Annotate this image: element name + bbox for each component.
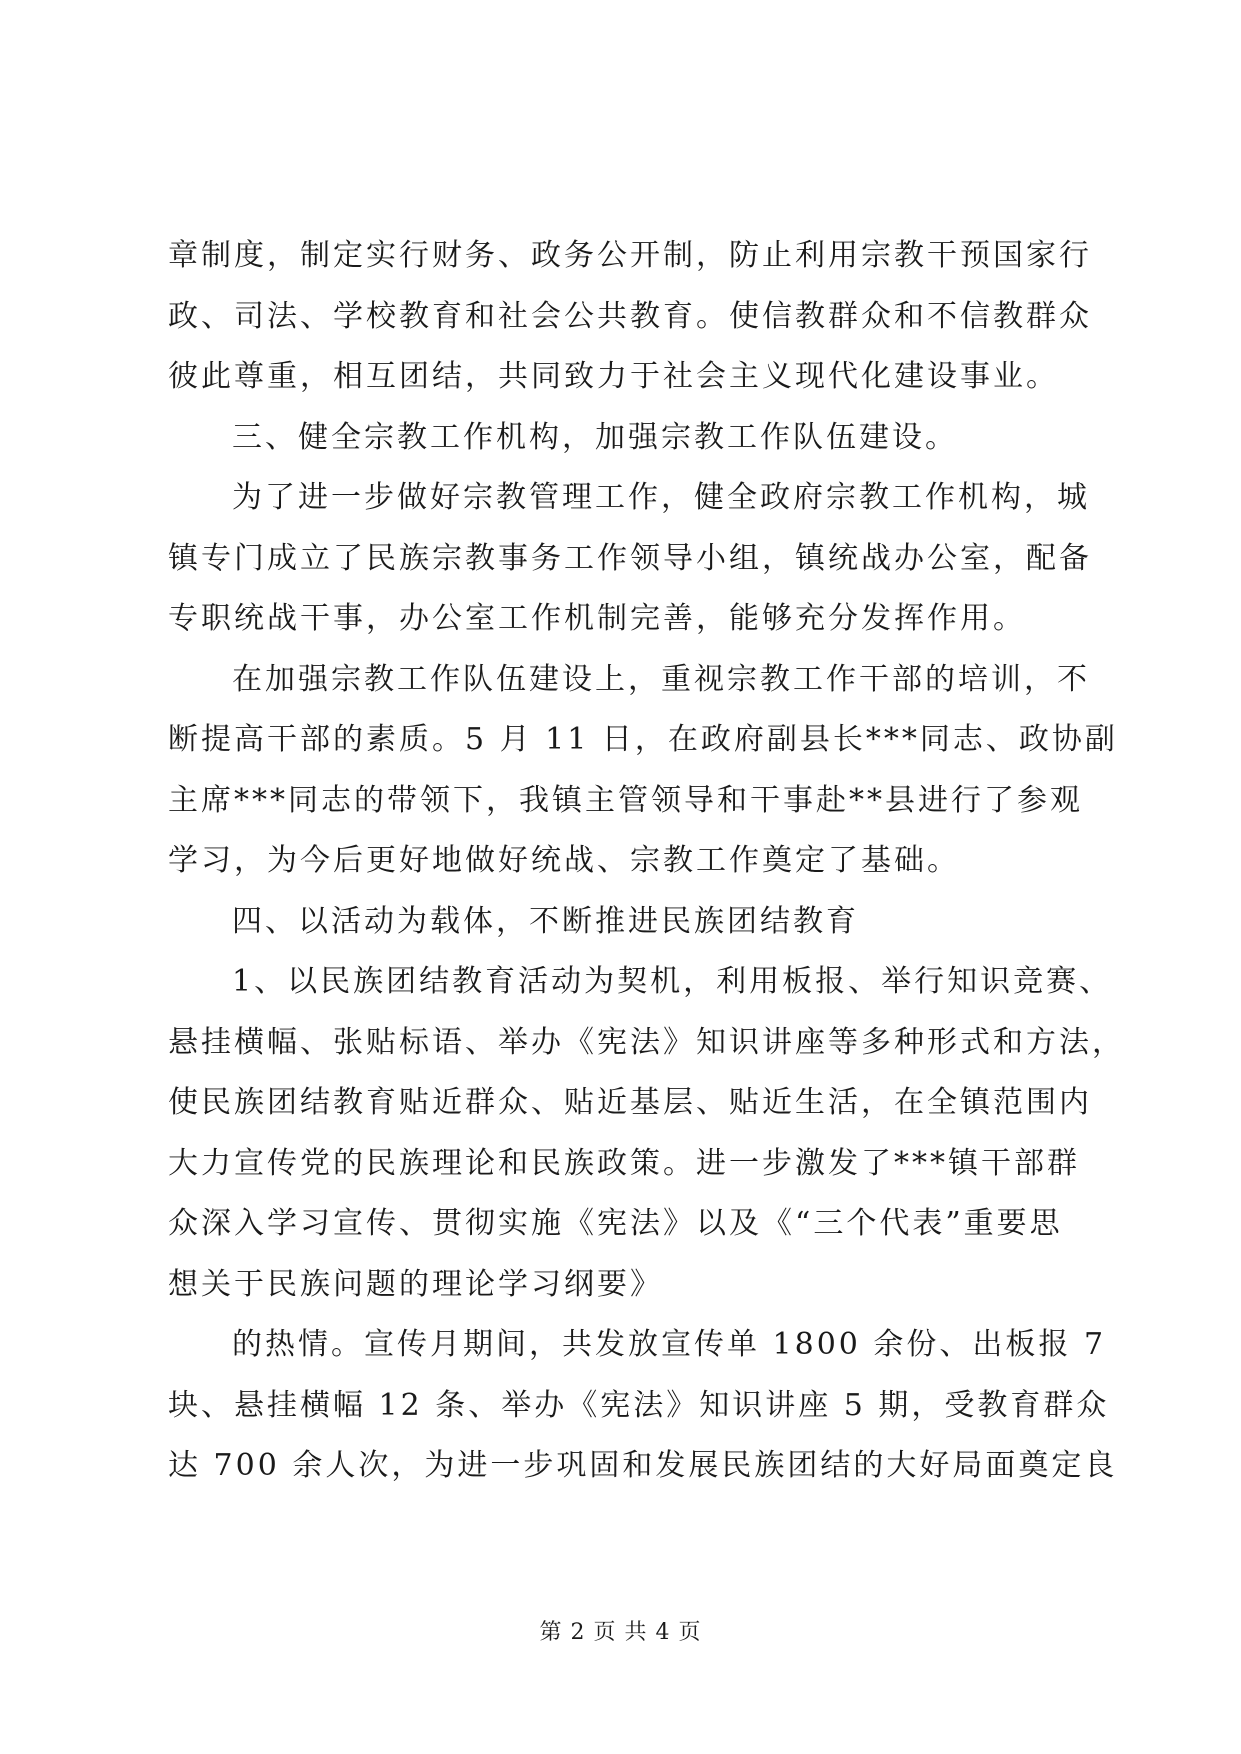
text-line: 想关于民族问题的理论学习纲要》 (168, 1266, 663, 1302)
text-line: 悬挂横幅、张贴标语、举办《宪法》知识讲座等多种形式和方法， (168, 1024, 1125, 1060)
section-heading: 四、以活动为载体，不断推进民族团结教育 (232, 903, 859, 939)
text-line: 在加强宗教工作队伍建设上，重视宗教工作干部的培训，不 (232, 661, 1090, 697)
page-number-footer: 第 2 页 共 4 页 (539, 1620, 702, 1645)
text-line: 大力宣传党的民族理论和民族政策。进一步激发了***镇干部群 (168, 1145, 1080, 1181)
text-line: 镇专门成立了民族宗教事务工作领导小组，镇统战办公室，配备 (168, 540, 1092, 576)
text-line: 章制度，制定实行财务、政务公开制，防止利用宗教干预国家行 (168, 238, 1092, 273)
text-line: 彼此尊重，相互团结，共同致力于社会主义现代化建设事业。 (168, 359, 1059, 394)
text-line: 学习，为今后更好地做好统战、宗教工作奠定了基础。 (168, 843, 960, 878)
section-heading: 三、健全宗教工作机构，加强宗教工作队伍建设。 (232, 419, 958, 455)
text-line: 的热情。宣传月期间，共发放宣传单 1800 余份、出板报 7 (232, 1327, 1107, 1362)
text-line: 块、悬挂横幅 12 条、举办《宪法》知识讲座 5 期，受教育群众 (168, 1387, 1110, 1423)
document-body (168, 226, 1125, 1497)
text-line: 断提高干部的素质。5 月 11 日，在政府副县长***同志、政协副 (168, 722, 1118, 757)
text-line: 主席***同志的带领下，我镇主管领导和干事赴**县进行了参观 (168, 782, 1083, 818)
text-line: 政、司法、学校教育和社会公共教育。使信教群众和不信教群众 (168, 298, 1092, 334)
text-line: 使民族团结教育贴近群众、贴近基层、贴近生活，在全镇范围内 (168, 1085, 1092, 1120)
text-line: 众深入学习宣传、贯彻实施《宪法》以及《“三个代表”重要思 (168, 1206, 1063, 1241)
text-line: 1、以民族团结教育活动为契机，利用板报、举行知识竞赛、 (232, 964, 1113, 999)
text-line: 为了进一步做好宗教管理工作，健全政府宗教工作机构，城 (232, 480, 1090, 515)
text-line: 专职统战干事，办公室工作机制完善，能够充分发挥作用。 (168, 601, 1026, 636)
text-line: 达 700 余人次，为进一步巩固和发展民族团结的大好局面奠定良 (168, 1448, 1118, 1483)
